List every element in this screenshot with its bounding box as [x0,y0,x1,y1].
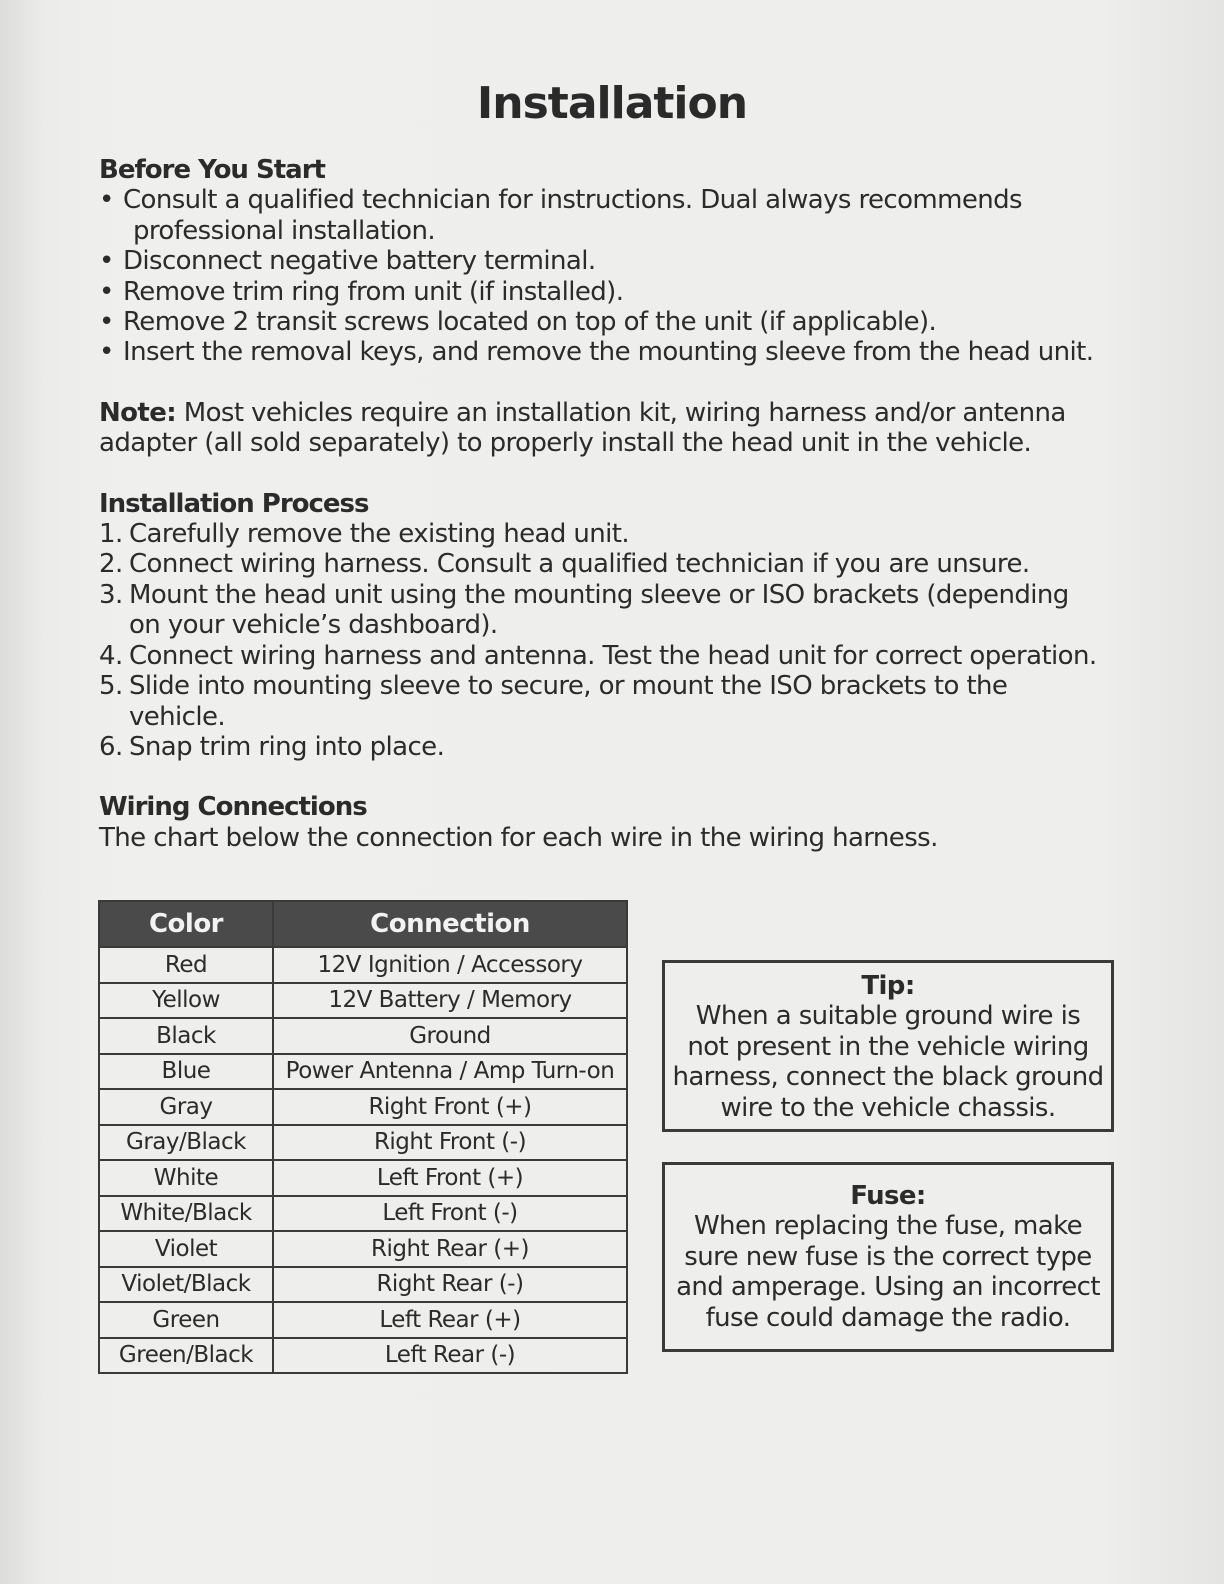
tip-text-line: harness, connect the black ground [672,1062,1104,1093]
table-row [99,983,627,1019]
column-header-color: Color [99,901,273,947]
wire-connection-cell: 12V Battery / Memory [273,983,627,1019]
wire-connection-cell: Left Rear (+) [273,1302,627,1338]
page-title: Installation [476,78,748,129]
table-header-row [99,901,627,947]
wire-connection-cell: Right Rear (-) [273,1267,627,1303]
tip-text [665,1001,1111,1123]
wire-color-cell: Green/Black [99,1338,273,1374]
wire-connection-cell: Left Rear (-) [273,1338,627,1374]
checklist-item-text: Remove 2 transit screws located on top of the unit (if applicable). [123,307,937,338]
wire-connection-cell: Power Antenna / Amp Turn-on [273,1054,627,1090]
table-row [99,1267,627,1303]
wire-connection-cell: Right Front (+) [273,1089,627,1125]
fuse-text [665,1211,1111,1333]
wire-connection-cell: Right Rear (+) [273,1231,627,1267]
wire-color-cell: Gray/Black [99,1125,273,1161]
wiring-table [98,900,628,1374]
wire-color-cell: White [99,1160,273,1196]
checklist-item-text: Disconnect negative battery terminal. [123,246,596,277]
installation-process-section [99,489,1129,763]
wire-color-cell: Gray [99,1089,273,1125]
wire-color-cell: Yellow [99,983,273,1019]
tip-box [662,960,1114,1132]
table-row [99,1160,627,1196]
step-text: Snap trim ring into place. [129,731,445,762]
step-text: Mount the head unit using the mounting sleeve or ISO brackets (depending [129,579,1069,610]
table-row [99,947,627,983]
step-number: 3. [99,579,123,610]
fuse-text-line: fuse could damage the radio. [705,1302,1071,1333]
wire-color-cell: White/Black [99,1196,273,1232]
tip-label: Tip: [861,971,915,1001]
bullet-icon: • [99,307,114,338]
note-line: adapter (all sold separately) to properly install the head unit in the vehicle. [99,428,1032,459]
checklist-line [99,185,1129,215]
note-text: Most vehicles require an installation kit, wiring harness and/or antenna [176,397,1066,428]
wire-color-cell: Green [99,1302,273,1338]
checklist-item-text: Consult a qualified technician for instructions. Dual always recommends [123,185,1022,216]
table-row [99,1231,627,1267]
section-heading: Installation Process [99,488,369,519]
step-number: 1. [99,519,123,550]
step-line [99,610,1129,640]
fuse-text-line: and amperage. Using an incorrect [676,1272,1100,1303]
wiring-table-body [99,947,627,1373]
tip-text-line: When a suitable ground wire is [695,1001,1081,1032]
note-line [99,398,1129,428]
wire-connection-cell: Right Front (-) [273,1125,627,1161]
fuse-text-line: When replacing the fuse, make [693,1211,1083,1242]
checklist-line [99,277,1129,307]
table-row [99,1054,627,1090]
tip-text-line: not present in the vehicle wiring [687,1031,1089,1062]
step-line [99,519,1129,549]
wire-connection-cell: 12V Ignition / Accessory [273,947,627,983]
checklist-item-text: professional installation. [133,215,436,246]
before-you-start-section [99,155,1129,368]
table-row [99,1302,627,1338]
bullet-indent [99,216,133,246]
step-line [99,732,1129,762]
section-heading: Before You Start [99,155,325,185]
step-line [99,702,1129,732]
wire-connection-cell: Ground [273,1018,627,1054]
content-column [99,155,1129,883]
step-text: Slide into mounting sleeve to secure, or mount the ISO brackets to the [129,671,1008,702]
wire-color-cell: Blue [99,1054,273,1090]
step-line [99,580,1129,610]
bullet-icon: • [99,337,114,368]
checklist [99,185,1129,367]
table-row [99,1089,627,1125]
checklist-line [99,307,1129,337]
steps-list [99,519,1129,762]
wiring-section [99,792,1129,853]
fuse-text-line: sure new fuse is the correct type [684,1241,1092,1272]
step-line [99,671,1129,701]
fuse-label: Fuse: [850,1181,926,1211]
checklist-line [99,337,1129,367]
step-text: Carefully remove the existing head unit. [129,519,630,550]
bullet-icon: • [99,185,114,216]
section-heading: Wiring Connections [99,792,367,823]
step-line [99,641,1129,671]
wire-color-cell: Red [99,947,273,983]
checklist-item-text: Insert the removal keys, and remove the mounting sleeve from the head unit. [123,337,1094,368]
wire-connection-cell: Left Front (-) [273,1196,627,1232]
wiring-description: The chart below the connection for each wire in the wiring harness. [99,822,938,853]
step-number: 6. [99,731,123,762]
bullet-icon: • [99,276,114,307]
step-indent [99,610,129,640]
fuse-box [662,1162,1114,1352]
note-section [99,398,1129,459]
step-line [99,549,1129,579]
wire-color-cell: Black [99,1018,273,1054]
step-text: Connect wiring harness. Consult a qualified technician if you are unsure. [129,549,1030,580]
tip-text-line: wire to the vehicle chassis. [720,1092,1056,1123]
table-row [99,1196,627,1232]
table-row [99,1338,627,1374]
step-number: 5. [99,671,123,702]
wire-color-cell: Violet [99,1231,273,1267]
bullet-icon: • [99,246,114,277]
column-header-connection: Connection [273,901,627,947]
table-row [99,1125,627,1161]
step-text: on your vehicle’s dashboard). [129,610,498,641]
step-indent [99,702,129,732]
note-label: Note: [99,397,177,428]
step-text: vehicle. [129,701,226,732]
step-number: 4. [99,640,123,671]
checklist-line [99,246,1129,276]
wire-color-cell: Violet/Black [99,1267,273,1303]
wire-connection-cell: Left Front (+) [273,1160,627,1196]
table-row [99,1018,627,1054]
step-number: 2. [99,549,123,580]
step-text: Connect wiring harness and antenna. Test the head unit for correct operation. [129,640,1097,671]
checklist-item-text: Remove trim ring from unit (if installed). [123,276,624,307]
checklist-line [99,216,1129,246]
